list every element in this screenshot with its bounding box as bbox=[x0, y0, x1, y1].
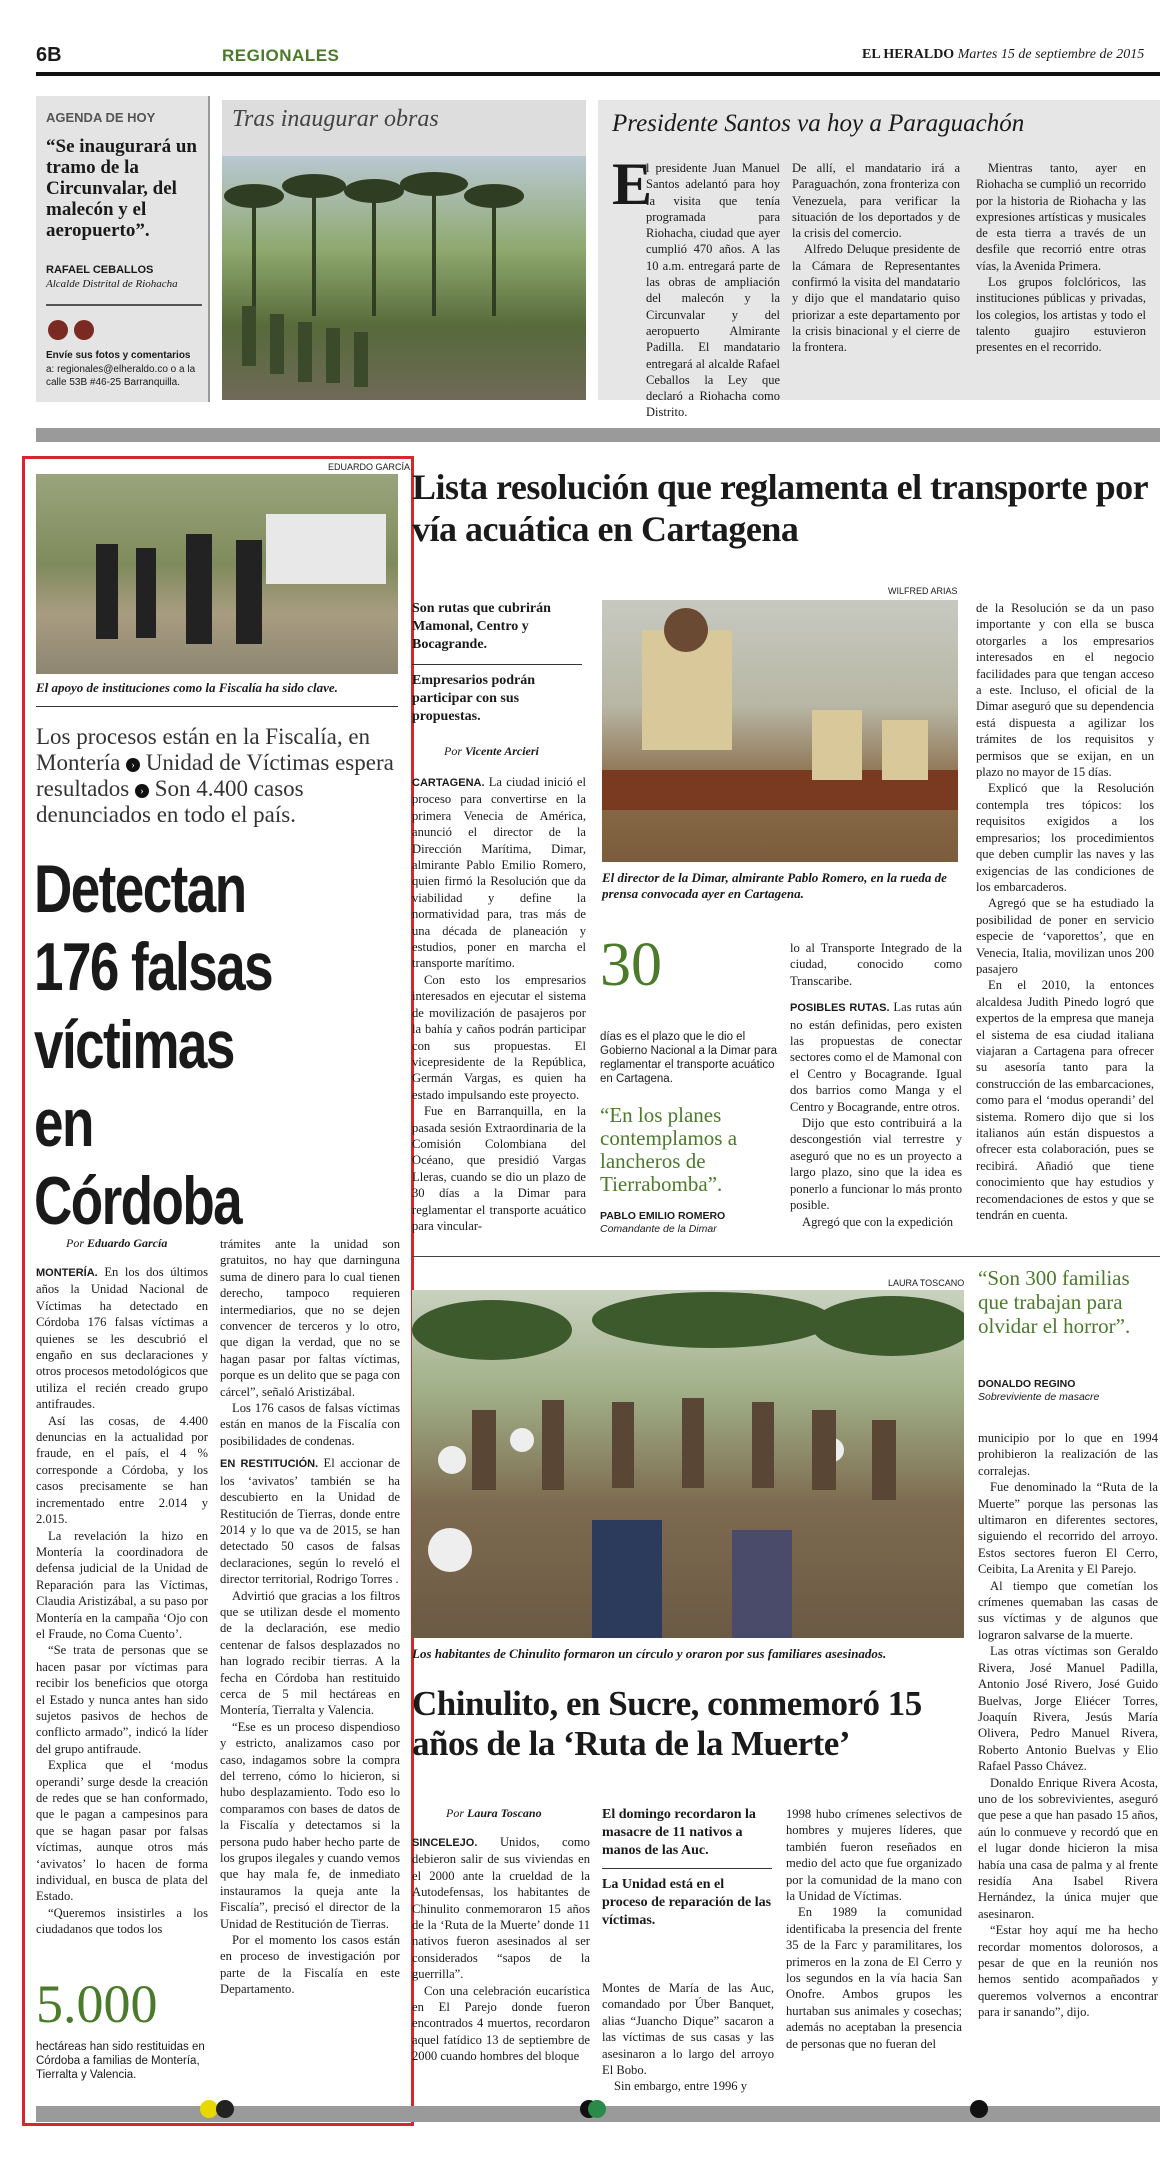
cartagena-quote: “En los planes contemplamos a lancheros de Tierrabomba”. bbox=[600, 1103, 738, 1196]
agenda-box bbox=[36, 96, 210, 402]
article-paragraph: CARTAGENA. La ciudad inició el proceso para convertirse en la primera Venecia de América, anunció el director de la Dirección Marítima, Dimar, almirante Pablo Emilio Romero, quien firmó la Resolución que da viabilidad y define la normatividad para, tras más de una década de planeación y estudios, poner en marcha el transporte marítimo. bbox=[412, 775, 586, 971]
cartagena-headline: Lista resolución que reglamenta el transporte por vía acuática en Cartagena bbox=[412, 467, 1148, 549]
contact-text: a: regionales@elheraldo.co o a la calle 53B #46-25 Barranquilla. bbox=[46, 364, 196, 388]
cartagena-byline bbox=[444, 744, 539, 759]
article-paragraph: 1998 hubo crímenes selectivos de hombres y mujeres líderes, que también fueron reseñados en medio del acto que fue organizado por la comunidad de la mano con la Unidad de Víctimas. bbox=[786, 1807, 962, 1904]
santos-photo bbox=[222, 156, 586, 400]
lead-word: MONTERÍA. bbox=[36, 1267, 98, 1279]
cartagena-deck-rule bbox=[412, 664, 582, 665]
article-paragraph: municipio por lo que en 1994 prohibieron la realización de las corralejas. bbox=[978, 1431, 1158, 1478]
agenda-quote: “Se inaugurará un tramo de la Circunvalar, del malecón y el aeropuerto”. bbox=[46, 136, 197, 241]
chinulito-byline bbox=[446, 1806, 542, 1821]
cartagena-deck-2: Empresarios podrán participar con sus propuestas. bbox=[412, 673, 536, 724]
registration-mark bbox=[588, 2100, 606, 2118]
chinulito-col-4 bbox=[978, 1430, 1158, 2021]
byline-prefix: Por bbox=[66, 1236, 84, 1250]
santos-photo-frame bbox=[222, 100, 586, 400]
lead-word: CARTAGENA. bbox=[412, 777, 485, 789]
chinulito-quote-role: Sobreviviente de masacre bbox=[978, 1391, 1100, 1403]
lead-word: SINCELEJO. bbox=[412, 1837, 478, 1849]
paper-name: EL HERALDO bbox=[862, 47, 955, 62]
article-paragraph: SINCELEJO. Unidos, como debieron salir de sus viviendas en el 2000 ante la crueldad de la Autodefensas, los habitantes de Chinulito conmemoraron 15 años de la ‘Ruta de la Muerte’ donde 11 nativos fueron asesinados al ser considerados “sapos de la guerrilla”. bbox=[412, 1835, 590, 1982]
santos-col-2 bbox=[792, 160, 960, 356]
cartagena-deck-1: Son rutas que cubrirán Mamonal, Centro y Bocagrande. bbox=[412, 601, 551, 652]
cartagena-col-2 bbox=[790, 940, 962, 1230]
gray-band bbox=[36, 428, 1160, 442]
article-paragraph: Advirtió que gracias a los filtros que se utilizan desde el momento de la declaración, ese medio centenar de falsos desplazados no han logrado recibir tierras. A la fecha en Córdoba han restituido cerca de 5 mil hectáreas en Montería, Tierralta y Valencia. bbox=[220, 1588, 400, 1718]
cordoba-stat-value: 5.000 bbox=[36, 1974, 158, 2034]
article-paragraph: lo al Transporte Integrado de la ciudad, conocido como Transcaribe. bbox=[790, 941, 962, 988]
santos-paragraph: Alfredo Deluque presidente de la Cámara de Representantes confirmó la visita del mandatario y dijo que el mandatario quiso priorizar a este departamento por la crisis binacional y el cierre de la frontera. bbox=[792, 242, 960, 355]
cordoba-col-2 bbox=[220, 1236, 400, 1998]
issue-date: Martes 15 de septiembre de 2015 bbox=[957, 47, 1145, 62]
article-paragraph: La revelación la hizo en Montería la coordinadora de defensa judicial de la Unidad de Reparación para las Víctimas, Claudia Aristizábal, a su paso por Montería en la campaña ‘Ojo con el Fraude, no Coma Cuento’. bbox=[36, 1528, 208, 1641]
cartagena-stat-value: 30 bbox=[600, 931, 662, 999]
press-conference-image bbox=[602, 600, 958, 862]
cartagena-quote-role: Comandante de la Dimar bbox=[600, 1223, 717, 1235]
cordoba-byline bbox=[66, 1236, 167, 1251]
chinulito-photo-credit: LAURA TOSCANO bbox=[888, 1278, 965, 1288]
article-paragraph: “Se trata de personas que se hacen pasar por víctimas para recibir los beneficios que otorga el Estado y nunca antes han sido sujetos pasivos de hechos de conflicto armado”, indicó la líder del grupo antifraude. bbox=[36, 1643, 208, 1756]
cordoba-photo-caption: El apoyo de instituciones como la Fiscalía ha sido clave. bbox=[36, 680, 338, 695]
cordoba-photo-credit: EDUARDO GARCÍA bbox=[328, 462, 411, 472]
article-paragraph: MONTERÍA. En los dos últimos años la Unidad Nacional de Víctimas ha detectado en Córdoba 176 falsas víctimas a quienes se les descubrió el engaño en sus declaraciones y otros procesos metodológicos que utiliza el recién creado grupo antifraudes. bbox=[36, 1265, 208, 1412]
article-paragraph: “Estar hoy aquí me ha hecho recordar momentos dolorosos, a pesar de que en la reunión nos hemos sentido acompañados y queremos volvernos a encontrar para ir sanando”, dijo. bbox=[978, 1923, 1158, 2020]
byline-prefix: Por bbox=[446, 1806, 464, 1820]
header-rule bbox=[36, 72, 1160, 76]
santos-story bbox=[598, 100, 1160, 420]
cartagena-quote-name: PABLO EMILIO ROMERO bbox=[600, 1210, 726, 1222]
cartagena-stat-text: días es el plazo que le dio el Gobierno Nacional a la Dimar para reglamentar el transporte acuático en Cartagena. bbox=[600, 1031, 778, 1085]
section-divider bbox=[412, 1256, 1160, 1257]
article-paragraph: Donaldo Enrique Rivera Acosta, uno de los sobrevivientes, aseguró que pese a que han pasado 15 años, aún lo conmueve y recordó que en el lugar donde hicieron la misa había una casa de palma y al frente residía Ana Isabel Rivera Hernández, la única mujer que asesinaron. bbox=[978, 1775, 1158, 1921]
summary-part: Los procesos están en la Fiscalía, en Montería bbox=[36, 724, 371, 775]
article-paragraph: Con una celebración eucarística en El Parejo donde fueron encontrados 4 muertos, recordaron aquel fatídico 13 de septiembre de 2000 cuando hombres del bloque bbox=[412, 1983, 590, 2064]
article-paragraph: POSIBLES RUTAS. Las rutas aún no están definidas, pero existen las propuestas de conectar sectores como el de Mamonal con el Centro y Bocagrande. Igual dos barrios como Manga y el Centro y Bocagrande, entre otros. bbox=[790, 1000, 962, 1114]
arrow-circle-icon: › bbox=[135, 784, 149, 798]
chinulito-col-2 bbox=[602, 1980, 774, 2095]
byline-author: Laura Toscano bbox=[467, 1806, 542, 1820]
subhead: POSIBLES RUTAS. bbox=[790, 1002, 890, 1015]
subhead: EN RESTITUCIÓN. bbox=[220, 1458, 319, 1471]
santos-paragraph: De allí, el mandatario irá a Paraguachón, zona fronteriza con Venezuela, para verificar la situación de los deportados y de la crisis del comercio. bbox=[792, 161, 960, 241]
santos-paragraph: Mientras tanto, ayer en Riohacha se cumplió un recorrido por la historia de Riohacha y las expresiones artísticas y musicales de esta tierra a través de un desfile que recorrió entre otras vías, la Avenida Primera. bbox=[976, 161, 1146, 273]
registration-mark bbox=[970, 2100, 988, 2118]
social-icon[interactable] bbox=[48, 320, 68, 340]
article-paragraph: Sin embargo, entre 1996 y bbox=[614, 2079, 748, 2094]
summary-part: Unidad de Víctimas espera resultados bbox=[36, 750, 394, 801]
masthead-line bbox=[862, 47, 1144, 63]
article-paragraph: de la Resolución se da un paso importante y con ella se busca otorgarles a los empresarios interesados en el negocio facilidades para que tengan acceso a este. Incluso, el oficial de la Dimar aseguró que su dependencia está dispuesta a agilizar los trámites de los requisitos y permisos que se exijan, en un plazo no mayor de 15 días. bbox=[976, 601, 1154, 780]
santos-col-1 bbox=[612, 160, 780, 421]
santos-dropcap: E bbox=[612, 151, 653, 217]
page-number: 6B bbox=[36, 44, 62, 66]
article-paragraph: En el 2010, la entonces alcaldesa Judith Pinedo logró que expertos de la empresa que maneja el sistema de esa ciudad italiana viajaran a Cartagena para ofrecer su asesoría tanto para la construcción de las embarcaciones, como para el ‘modus operandi’ del sistema. Romero dijo que si los italianos aún están dispuestos a ofrecer esta colaboración, pues se recibirá. Añadió que tiene conocimiento que hay estudios y recomendaciones de estos y que se tendrán en cuenta. bbox=[976, 978, 1154, 1223]
cartagena-col-1 bbox=[412, 774, 586, 1234]
agenda-role: Alcalde Distrital de Riohacha bbox=[46, 278, 178, 290]
agenda-divider bbox=[46, 304, 202, 306]
summary-part: Son 4.400 casos denunciados en todo el país. bbox=[36, 776, 304, 827]
article-paragraph: Así las cosas, de 4.400 denuncias en la actualidad por fraude, en el país, el 4 % corresponde a Córdoba, y los casos precisamente se han incrementado entre 2.014 y 2.015. bbox=[36, 1413, 208, 1527]
article-paragraph: Agregó que con la expedición bbox=[802, 1214, 954, 1229]
cordoba-col-1 bbox=[36, 1264, 208, 1938]
article-paragraph: EN RESTITUCIÓN. El accionar de los ‘avivatos’ también se ha descubierto en la Unidad de Restitución de Tierras, donde entre 2014 y lo que va de 2015, se han detectado 50 casos de falsas declaraciones, según lo reveló el director territorial, Rodrigo Torres . bbox=[220, 1456, 400, 1587]
santos-photo-title: Tras inaugurar obras bbox=[232, 106, 439, 132]
social-icon[interactable] bbox=[74, 320, 94, 340]
agenda-name: RAFAEL CEBALLOS bbox=[46, 264, 154, 276]
article-paragraph: trámites ante la unidad son gratuitos, no hay que darninguna suma de dinero para lo cual tienen derecho, tampoco requieren intermediarios, que no se dejen convencer de terceros y lo otro, que digan la verdad, que no se hagan pasar por faltas víctimas, porque es un delito que se paga con cárcel”, señaló Aristizábal. bbox=[220, 1237, 400, 1399]
article-paragraph: Al tiempo que cometían los crímenes quemaban las casas de sus víctimas y de algunos que lograron salvarse de la muerte. bbox=[978, 1578, 1158, 1642]
chinulito-quote-name: DONALDO REGINO bbox=[978, 1378, 1076, 1390]
palm-trees-image bbox=[222, 156, 586, 400]
cordoba-headline: Detectan 176 falsas víctimas en Córdoba bbox=[34, 851, 273, 1239]
chinulito-deck-2: La Unidad está en el proceso de reparación de las víctimas. bbox=[602, 1877, 772, 1928]
article-paragraph: Con esto los empresarios interesados en ejecutar el sistema de movilización de pasajeros por la bahía y caños podrán participar con sus propuestas. El vicepresidente de la República, Germán Vargas, es quien ha estado impulsando este proyecto. bbox=[412, 972, 586, 1102]
article-paragraph: En 1989 la comunidad identificaba la presencia del frente 35 de la Farc y paramilitares, los primeros en la zona de El Cerro y los segundos en la vía hacia San Onofre. Ambos grupos les hurtaban sus animales y cosechas; además no aceptaban la presencia de personas que no fueran del bbox=[786, 1905, 962, 2051]
chinulito-photo-caption: Los habitantes de Chinulito formaron un círculo y oraron por sus familiares asesinados. bbox=[412, 1646, 887, 1661]
article-paragraph: Por el momento los casos están en proceso de investigación por parte de la Fiscalía en este Departamento. bbox=[220, 1933, 400, 1997]
chinulito-deck-1: El domingo recordaron la masacre de 11 nativos a manos de las Auc. bbox=[602, 1807, 756, 1858]
cartagena-col-3 bbox=[976, 600, 1154, 1223]
prayer-circle-image bbox=[412, 1290, 964, 1638]
cordoba-caption-rule bbox=[36, 706, 398, 707]
cordoba-stat-text: hectáreas han sido restituidas en Córdoba a familias de Montería, Tierralta y Valencia. bbox=[36, 2041, 205, 2081]
article-paragraph: “Queremos insistirles a los ciudadanos que todos los bbox=[36, 1905, 208, 1937]
article-paragraph: Las otras víctimas son Geraldo Rivera, José Manuel Padilla, Antonio José Rivero, José Guido Buelvas, Jorge Eliécer Torres, Joaquín Rivera, Jesús María Olivera, Pedro Manuel Rivera, Roberto Antonio Buelvas y Elio Rafael Passo Chávez. bbox=[978, 1644, 1158, 1774]
santos-col-3 bbox=[976, 160, 1146, 356]
arrow-circle-icon: › bbox=[126, 758, 140, 772]
byline-prefix: Por bbox=[444, 744, 462, 758]
cartagena-photo-caption: El director de la Dimar, almirante Pablo Romero, en la rueda de prensa convocada ayer en Cartagena. bbox=[602, 870, 947, 901]
chinulito-photo bbox=[412, 1290, 964, 1638]
santos-paragraph: l presidente Juan Manuel Santos adelantó para hoy la visita que tenía programada para Riohacha, ciudad que ayer cumplió 470 años. A las 10 a.m. entregará parte de las obras de ampliación del malecón y la Circunvalar y del aeropuerto Almirante Padilla. El mandatario entregará al alcalde Rafael Ceballos la Ley que declaró a Riohacha como Distrito. bbox=[646, 161, 780, 420]
article-paragraph: Los 176 casos de falsas víctimas están en manos de la Fiscalía con posibilidades de condenas. bbox=[220, 1401, 400, 1448]
officials-image bbox=[36, 474, 398, 674]
article-paragraph: Montes de María de las Auc, comandado por Úber Banquet, alias “Juancho Dique” sacaron a las víctimas de sus casas y las asesinaron a lo largo del arroyo El Bobo. bbox=[602, 1981, 774, 2078]
article-paragraph: Fue denominado la “Ruta de la Muerte” porque las personas las ultimaron en diferentes sectores, siguiendo el recorrido del arroyo. Estos sectores fueron El Cerro, Ceibita, La Arenita y El Parejo. bbox=[978, 1480, 1158, 1577]
santos-headline: Presidente Santos va hoy a Paraguachón bbox=[612, 110, 1025, 137]
cartagena-photo bbox=[602, 600, 958, 862]
byline-author: Eduardo García bbox=[87, 1236, 168, 1250]
chinulito-quote: “Son 300 familias que trabajan para olvidar el horror”. bbox=[978, 1266, 1131, 1338]
chinulito-col-3 bbox=[786, 1806, 962, 2052]
article-paragraph: Dijo que esto contribuirá a la descongestión vial terrestre y aseguró que no es un proyecto a largo plazo, sino que la idea es ponerlo a funcionar lo más pronto posible. bbox=[790, 1116, 962, 1213]
section-name: REGIONALES bbox=[222, 46, 340, 65]
article-paragraph: Agregó que se ha estudiado la posibilidad de poner en servicio especie de ‘vaporettos’, que en Venecia, Italia, movilizan unos 200 pasajero bbox=[976, 896, 1154, 976]
chinulito-col-1 bbox=[412, 1834, 590, 2065]
chinulito-deck-rule bbox=[602, 1868, 772, 1869]
article-paragraph: Fue en Barranquilla, en la pasada sesión Extraordinaria de la Comisión Colombiana del Océano, que presidió Vargas Lleras, cuando se dio un plazo de 30 días a la Dimar para reglamentar el transporte acuático para vincular- bbox=[412, 1104, 586, 1233]
byline-author: Vicente Arcieri bbox=[465, 744, 539, 758]
article-paragraph: Explica que el ‘modus operandi’ surge desde la creación de redes que se han conformado, que le pagan a campesinos para que se hagan pasar por falsas víctimas, aunque otros más ‘avivatos’ lo hacen de forma individual, en busca de plata del Estado. bbox=[36, 1758, 208, 1904]
cordoba-summary bbox=[36, 724, 402, 828]
cartagena-photo-credit: WILFRED ARIAS bbox=[888, 586, 958, 596]
agenda-label: AGENDA DE HOY bbox=[46, 110, 156, 125]
santos-paragraph: Los grupos folclóricos, las instituciones públicas y privadas, los colegios, los artistas y todo el talento guajiro estuvieron presentes en el recorrido. bbox=[976, 275, 1146, 355]
article-paragraph: Explicó que la Resolución contempla tres tópicos: los requisitos exigidos a los empresarios; los procedimientos que deben cumplir las naves y las exigencias de las condiciones de los embarcaderos. bbox=[976, 781, 1154, 894]
registration-mark bbox=[216, 2100, 234, 2118]
contact-title: Envíe sus fotos y comentarios bbox=[46, 350, 191, 361]
article-paragraph: “Ese es un proceso dispendioso y estricto, analizamos caso por caso, indagamos sobre la compra del terreno, cómo lo hicieron, si hubo desplazamiento. Todo eso lo comparamos con bases de datos de la Fiscalía y detectamos si la persona pudo haber hecho parte de los grupos ilegales y cuando vemos que hay mala fe, de inmediato instauramos la queja ante la Fiscalía”, precisó el director de la Unidad de Restitución de Tierras. bbox=[220, 1719, 400, 1931]
cordoba-photo bbox=[36, 474, 398, 674]
chinulito-headline: Chinulito, en Sucre, conmemoró 15 años de la ‘Ruta de la Muerte’ bbox=[412, 1684, 922, 1763]
